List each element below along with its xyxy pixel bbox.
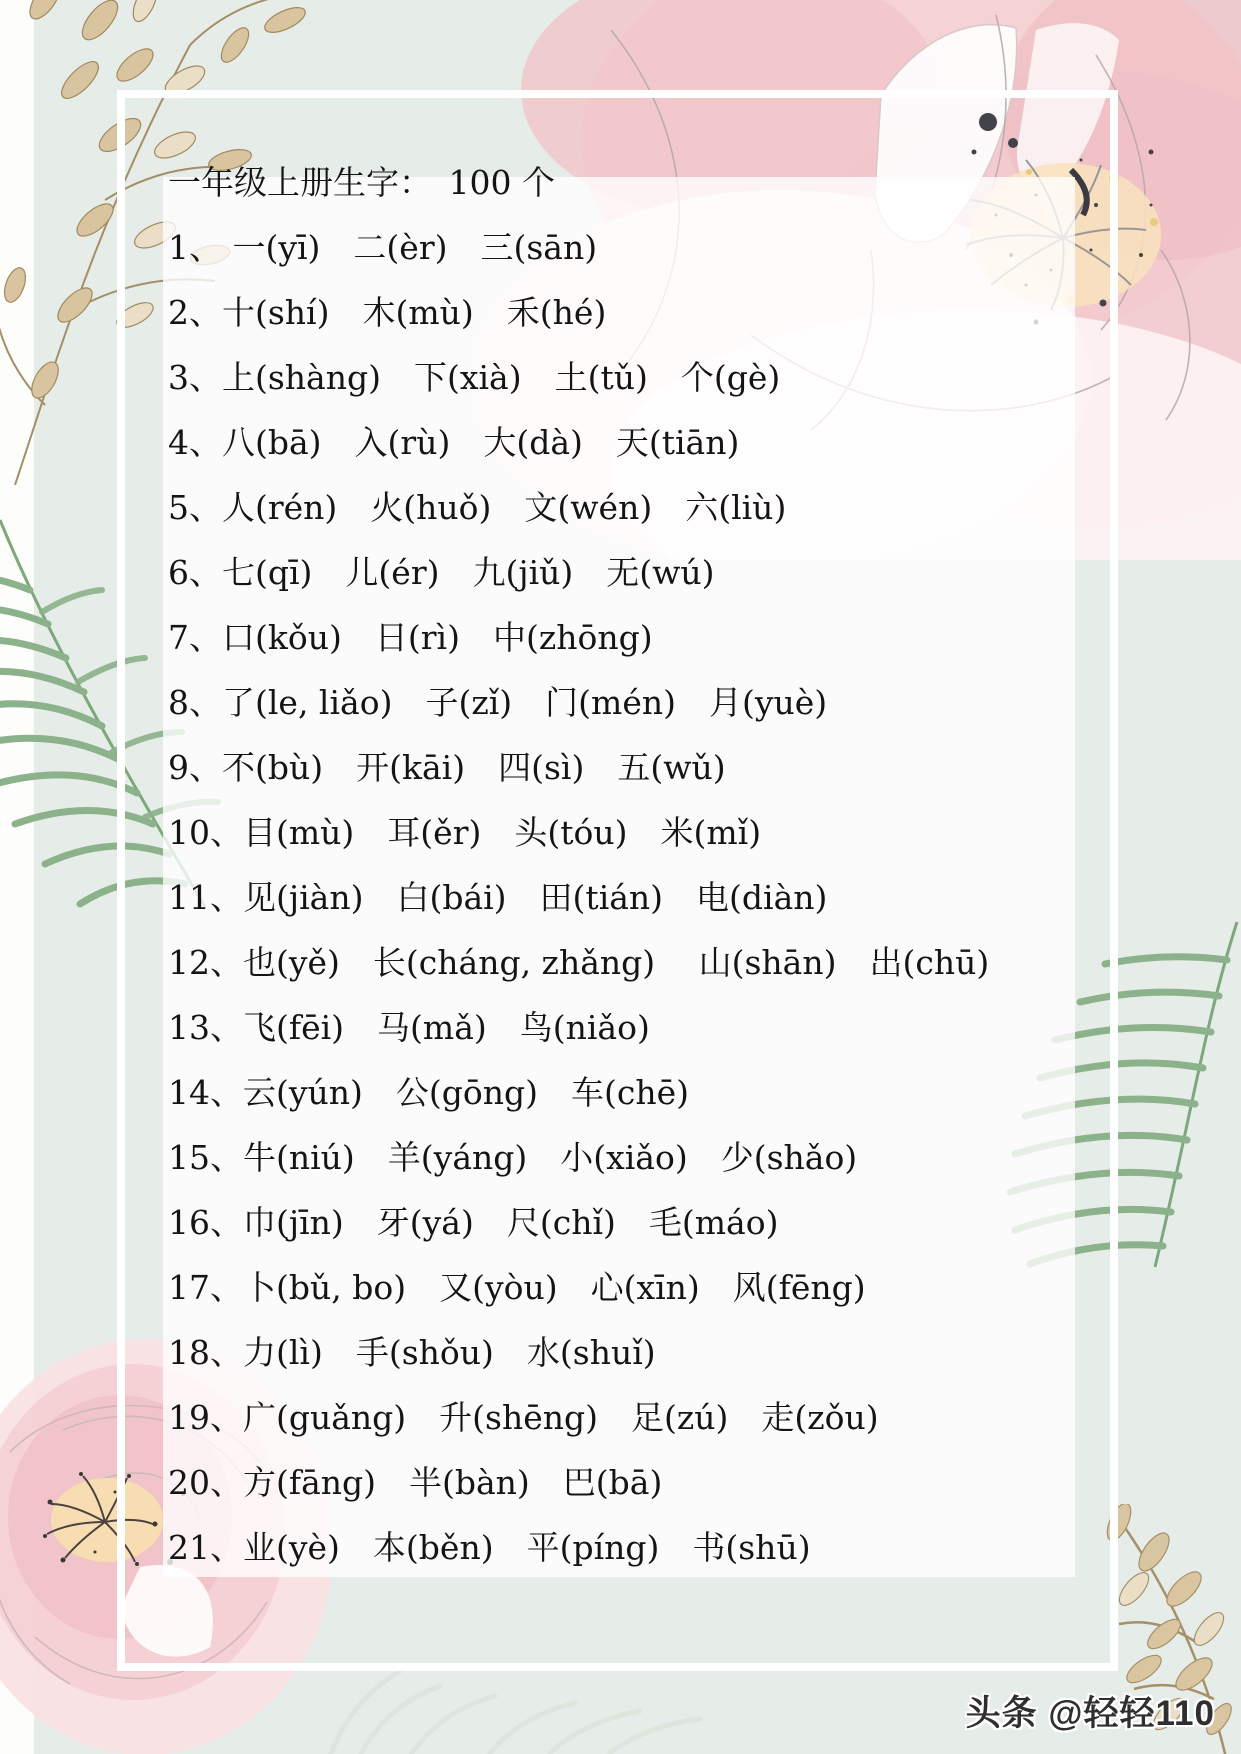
vocab-line: 8、了(le, liǎo) 子(zǐ) 门(mén) 月(yuè) — [168, 683, 828, 722]
vocab-line: 10、目(mù) 耳(ěr) 头(tóu) 米(mǐ) — [168, 813, 762, 852]
vocab-line: 13、飞(fēi) 马(mǎ) 鸟(niǎo) — [168, 1008, 650, 1047]
vocab-line: 16、巾(jīn) 牙(yá) 尺(chǐ) 毛(máo) — [168, 1203, 779, 1242]
page-title: 一年级上册生字： 100 个 — [168, 163, 555, 202]
vocab-line: 12、也(yě) 长(cháng, zhǎng) 山(shān) 出(chū) — [168, 943, 990, 982]
vocab-line: 17、卜(bǔ, bo) 又(yòu) 心(xīn) 风(fēng) — [168, 1268, 866, 1307]
watermark-text: 头条 @轻轻110 — [965, 1694, 1215, 1733]
vocab-line: 15、牛(niú) 羊(yáng) 小(xiǎo) 少(shǎo) — [168, 1138, 858, 1177]
vocab-line: 18、力(lì) 手(shǒu) 水(shuǐ) — [168, 1333, 656, 1372]
vocab-line: 20、方(fāng) 半(bàn) 巴(bā) — [168, 1463, 663, 1502]
vocab-line: 19、广(guǎng) 升(shēng) 足(zú) 走(zǒu) — [168, 1398, 879, 1437]
vocab-line: 6、七(qī) 儿(ér) 九(jiǔ) 无(wú) — [168, 553, 715, 592]
vocab-line: 11、见(jiàn) 白(bái) 田(tián) 电(diàn) — [168, 878, 828, 917]
vocab-line: 21、业(yè) 本(běn) 平(píng) 书(shū) — [168, 1528, 811, 1567]
vocab-line: 4、八(bā) 入(rù) 大(dà) 天(tiān) — [168, 423, 740, 462]
vocab-lines — [168, 215, 989, 1580]
vocab-list — [168, 150, 989, 1580]
vocab-line: 9、不(bù) 开(kāi) 四(sì) 五(wǔ) — [168, 748, 726, 787]
vocab-line: 1、 一(yī) 二(èr) 三(sān) — [168, 228, 598, 267]
vocab-line: 2、十(shí) 木(mù) 禾(hé) — [168, 293, 607, 332]
vocab-line: 3、上(shàng) 下(xià) 土(tǔ) 个(gè) — [168, 358, 781, 397]
vocab-line: 5、人(rén) 火(huǒ) 文(wén) 六(liù) — [168, 488, 787, 527]
vocab-line: 14、云(yún) 公(gōng) 车(chē) — [168, 1073, 690, 1112]
vocab-line: 7、口(kǒu) 日(rì) 中(zhōng) — [168, 618, 653, 657]
